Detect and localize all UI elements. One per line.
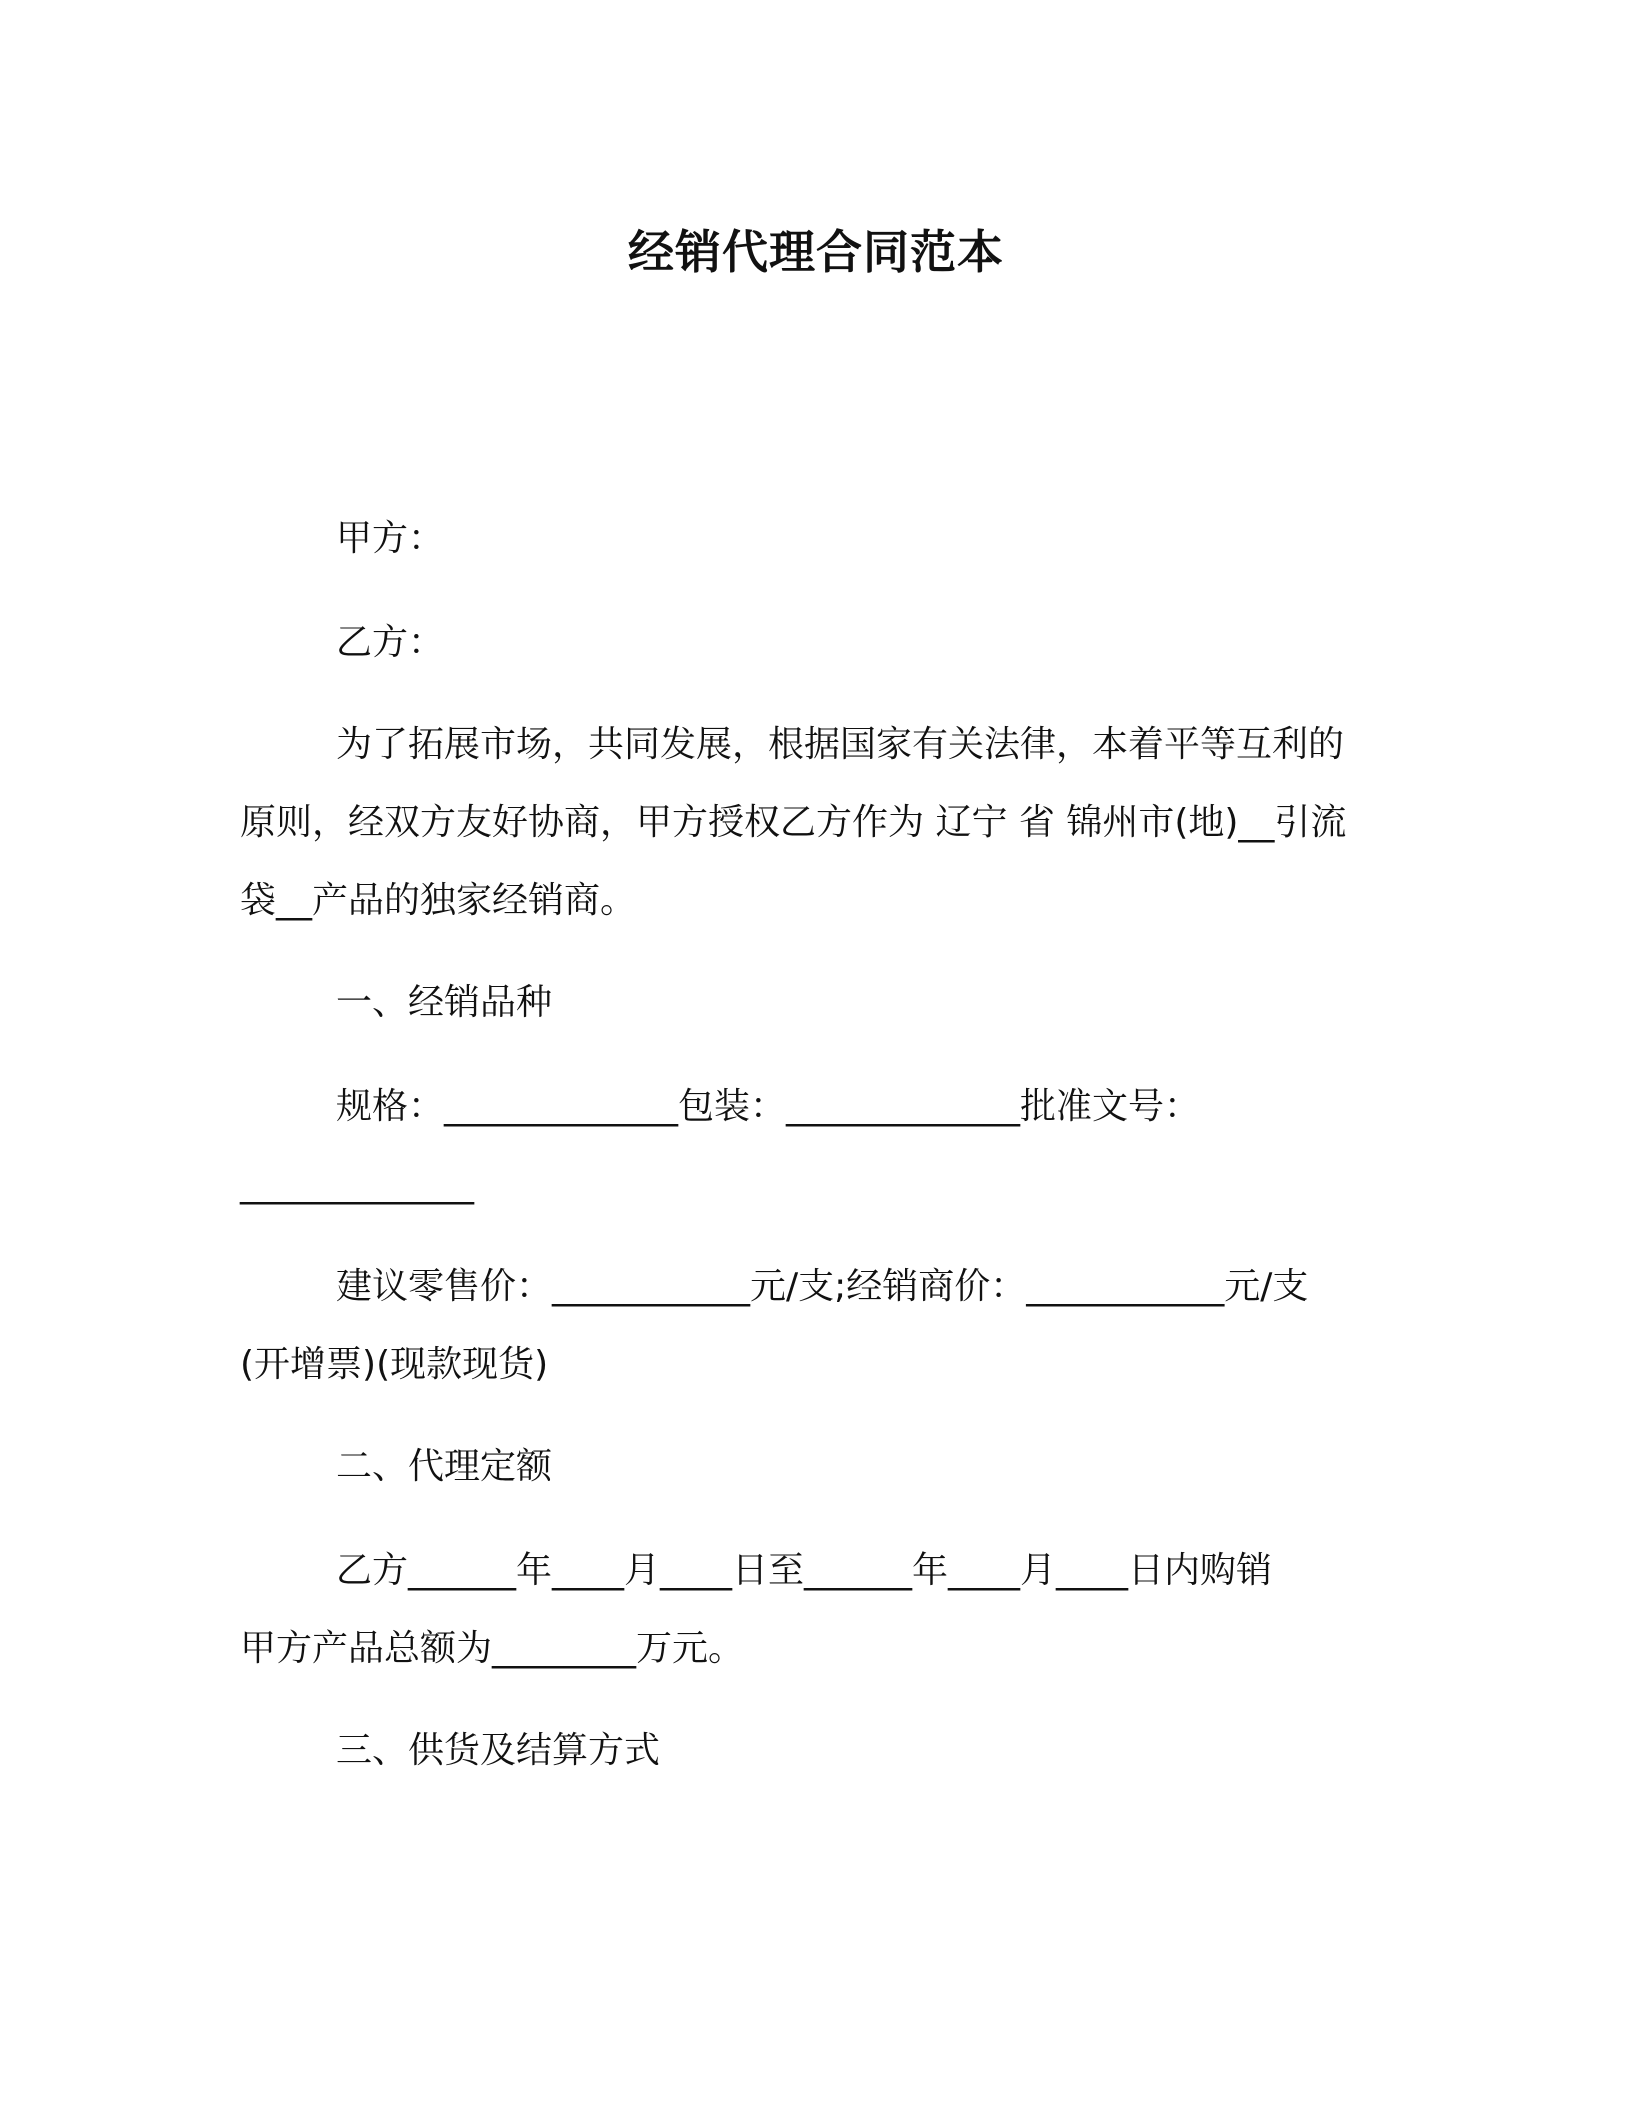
quota-line-2: 甲方产品总额为________万元。 (240, 1628, 745, 1669)
intro-paragraph-line-3: 袋__产品的独家经销商。 (240, 880, 637, 921)
price-line-2: (开增票)(现款现货) (240, 1344, 549, 1385)
intro-paragraph-line-1: 为了拓展市场，共同发展，根据国家有关法律，本着平等互利的 (336, 724, 1345, 765)
party-b-line: 乙方： (336, 622, 445, 663)
price-line-1: 建议零售价：___________元/支;经销商价：___________元/支 (336, 1266, 1309, 1307)
section-heading-2: 二、代理定额 (336, 1446, 553, 1487)
document-title: 经销代理合同范本 (628, 225, 1004, 279)
quota-line-1: 乙方______年____月____日至______年____月____日内购销 (336, 1550, 1273, 1591)
section-heading-3: 三、供货及结算方式 (336, 1730, 661, 1771)
section-heading-1: 一、经销品种 (336, 982, 553, 1023)
intro-paragraph-line-2: 原则，经双方友好协商，甲方授权乙方作为 辽宁 省 锦州市(地)__引流 (240, 802, 1347, 843)
party-a-line: 甲方： (336, 518, 445, 559)
spec-line-2: _____________ (240, 1164, 474, 1205)
spec-line-1: 规格：_____________包装：_____________批准文号： (336, 1086, 1201, 1127)
